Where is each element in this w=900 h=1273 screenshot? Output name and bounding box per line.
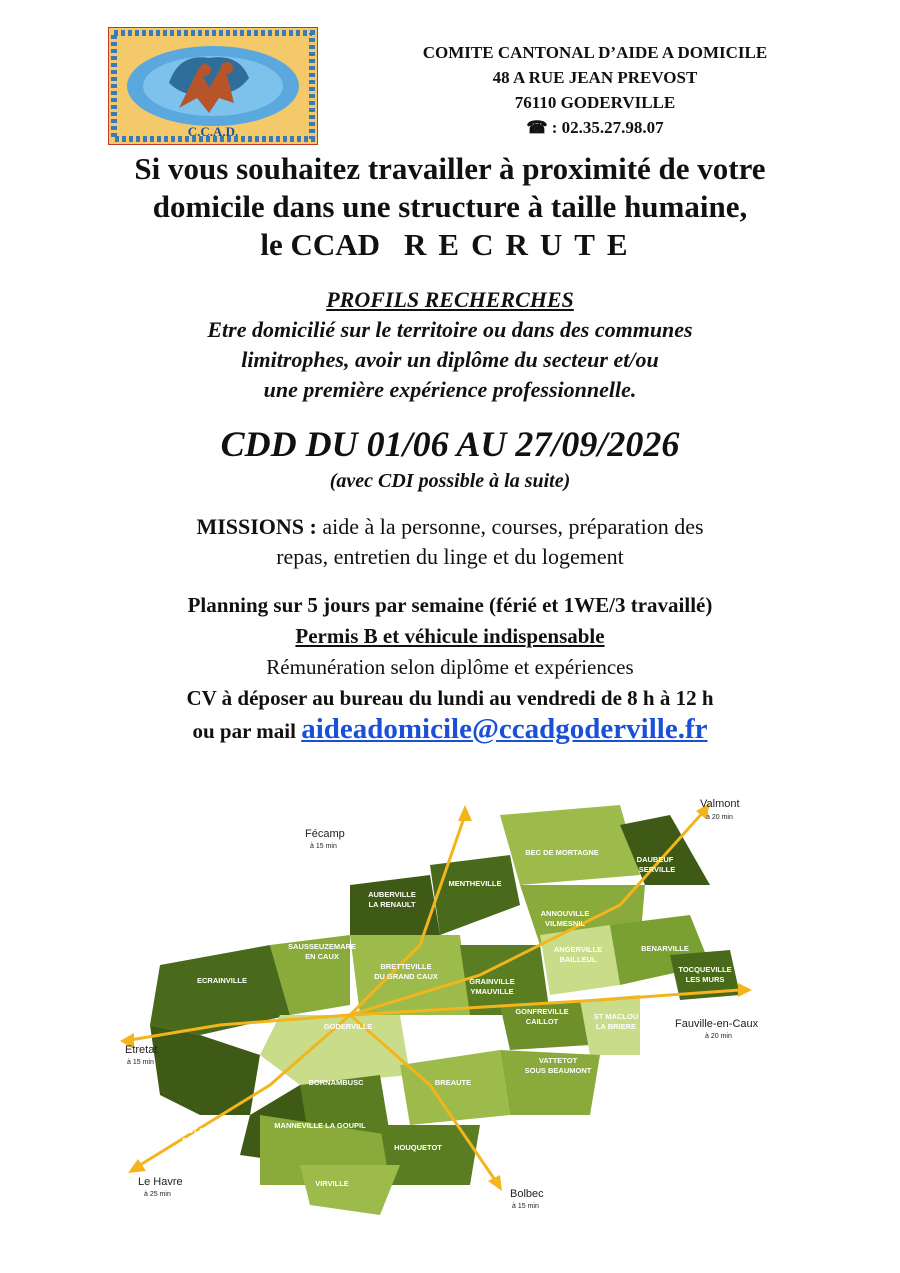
label-virville: VIRVILLE	[315, 1179, 349, 1188]
headline-recrute: RECRUTE	[404, 227, 640, 262]
dest-fecamp-name: Fécamp	[305, 828, 345, 840]
region-breaute	[400, 1050, 510, 1125]
headline-line-1: Si vous souhaitez travailler à proximité de votre	[134, 151, 766, 186]
label-en-caux: EN CAUX	[305, 952, 339, 961]
canton-map	[100, 785, 820, 1245]
arrowhead-fauville	[738, 983, 752, 997]
profils-line-1: Etre domicilié sur le territoire ou dans des communes	[207, 317, 693, 342]
mail-line	[40, 714, 860, 747]
profils-line-2: limitrophes, avoir un diplôme du secteur et/ou	[241, 347, 659, 372]
label-st-sauveur: ST SAUVEUR	[187, 1126, 237, 1135]
dest-le-havre-name: Le Havre	[138, 1176, 183, 1188]
organization-header	[360, 40, 830, 140]
contract-subtitle: (avec CDI possible à la suite)	[329, 470, 571, 492]
label-manneville-la-goupil: MANNEVILLE LA GOUPIL	[274, 1121, 366, 1130]
label-houquetot: HOUQUETOT	[394, 1143, 442, 1152]
dest-fauville-name: Fauville-en-Caux	[675, 1018, 759, 1030]
label-emalleville: D'EMALLEVILLE	[182, 1136, 242, 1145]
dest-bolbec-name: Bolbec	[510, 1188, 544, 1200]
label-benarville: BENARVILLE	[641, 944, 689, 953]
label-auberville: AUBERVILLE	[368, 890, 416, 899]
dest-fecamp-time: à 15 min	[310, 843, 337, 850]
label-la-briere: LA BRIERE	[595, 1022, 637, 1031]
org-city: 76110 GODERVILLE	[514, 93, 676, 112]
profils-section	[40, 285, 860, 405]
dest-le-havre-time: à 25 min	[144, 1191, 171, 1198]
label-serville: SERVILLE	[638, 865, 676, 874]
permis-text: Permis B et véhicule indispensable	[295, 624, 605, 648]
contract-title: CDD DU 01/06 AU 27/09/2026	[220, 424, 680, 464]
org-phone: : 02.35.27.98.07	[551, 118, 664, 137]
label-sous-beaumont: SOUS BEAUMONT	[524, 1066, 592, 1075]
label-mentheville: MENTHEVILLE	[448, 879, 502, 888]
label-vattetot: VATTETOT	[538, 1056, 578, 1065]
email-link[interactable]: aideadomicile@ccadgoderville.fr	[301, 713, 708, 745]
headline-line-3	[40, 226, 860, 264]
details-section	[40, 590, 860, 747]
dest-fauville-time: à 20 min	[705, 1033, 732, 1040]
headline	[40, 150, 860, 264]
label-goderville: GODERVILLE	[323, 1022, 373, 1031]
headline-ccad: le CCAD	[260, 227, 381, 262]
label-gonfreville: GONFREVILLE	[515, 1007, 569, 1016]
label-annouville: ANNOUVILLE	[540, 909, 590, 918]
label-bec-de-mortagne: BEC DE MORTAGNE	[525, 848, 599, 857]
region-virville	[300, 1165, 400, 1215]
label-angerville: ANGERVILLE	[553, 945, 603, 954]
profils-title: PROFILS RECHERCHES	[326, 287, 574, 312]
phone-icon: ☎	[526, 118, 548, 137]
org-phone-line	[360, 115, 830, 140]
dest-valmont-time: à 20 min	[706, 814, 733, 821]
label-breaute: BREAUTE	[434, 1078, 472, 1087]
label-ecrainville: ECRAINVILLE	[196, 976, 248, 985]
mail-prefix: ou par mail	[192, 719, 296, 743]
arrowhead-le-havre	[128, 1159, 146, 1173]
label-du-grand-caux: DU GRAND CAUX	[374, 972, 438, 981]
missions-text-1: aide à la personne, courses, préparation des	[316, 514, 704, 539]
missions-label: MISSIONS :	[196, 514, 317, 539]
label-bailleul: BAILLEUL	[559, 955, 597, 964]
arrowhead-fecamp	[458, 805, 472, 821]
dest-bolbec-time: à 15 min	[512, 1203, 539, 1210]
dest-valmont-name: Valmont	[700, 798, 740, 810]
headline-line-2: domicile dans une structure à taille humaine,	[152, 189, 748, 224]
label-vilmesnil: VILMESNIL	[544, 919, 586, 928]
ccad-logo	[108, 27, 318, 145]
profils-line-3: une première expérience professionnelle.	[263, 377, 637, 402]
missions-line-1	[90, 512, 810, 542]
label-bornambusc: BORNAMBUSC	[308, 1078, 364, 1087]
logo-text: C.C.A.D.	[187, 124, 239, 139]
org-name: COMITE CANTONAL D’AIDE A DOMICILE	[422, 43, 768, 62]
label-st-maclou: ST MACLOU	[593, 1012, 639, 1021]
cv-text: CV à déposer au bureau du lundi au vendredi de 8 h à 12 h	[186, 686, 714, 710]
label-la-renault: LA RENAULT	[368, 900, 416, 909]
label-grainville: GRAINVILLE	[469, 977, 515, 986]
label-daubeuf: DAUBEUF	[636, 855, 674, 864]
missions-section	[90, 512, 810, 572]
label-caillot: CAILLOT	[525, 1017, 559, 1026]
region-bec-de-mortagne	[500, 805, 640, 885]
label-bretteville: BRETTEVILLE	[380, 962, 432, 971]
label-tocqueville: TOCQUEVILLE	[678, 965, 732, 974]
remuneration-text: Rémunération selon diplôme et expériences	[266, 655, 634, 679]
dest-etretat-name: Etretat	[125, 1044, 158, 1056]
missions-line-2: repas, entretien du linge et du logement	[276, 544, 624, 569]
label-les-murs: LES MURS	[685, 975, 725, 984]
label-ymauville: YMAUVILLE	[470, 987, 514, 996]
label-sausseuzemare: SAUSSEUZEMARE	[288, 942, 356, 951]
org-address: 48 A RUE JEAN PREVOST	[492, 68, 698, 87]
region-mentheville	[430, 855, 520, 935]
planning-text: Planning sur 5 jours par semaine (férié et 1WE/3 travaillé)	[187, 593, 713, 617]
dest-etretat-time: à 15 min	[127, 1059, 154, 1066]
